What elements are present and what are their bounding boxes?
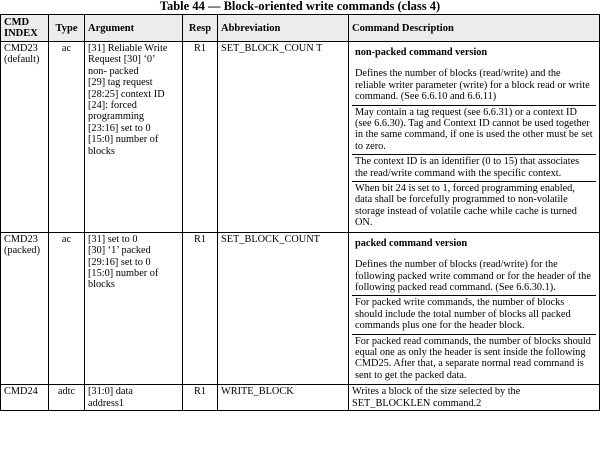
resp-cell: R1 (183, 42, 218, 233)
abbreviation-cell: WRITE_BLOCK (218, 385, 349, 411)
header-row (1, 15, 600, 42)
type-cell: ac (49, 42, 85, 233)
command-table (0, 14, 600, 411)
cmd-index-cell: CMD23 (default) (1, 42, 49, 233)
description-paragraph: Defines the number of blocks (read/write) and the reliable writer parameter (write) for a block read or write command. (See 6.6.10 and 6.6.11) (355, 68, 590, 103)
cmd-index-cell: CMD24 (1, 385, 49, 411)
description-paragraph: May contain a tag request (see 6.6.31) or a context ID (see 6.6.30). Tag and Context ID cannot be used together in the same command, if one is used the other must be set to zero. (352, 105, 596, 155)
description-cell (349, 42, 600, 233)
description-heading: packed command version (355, 237, 468, 249)
description-paragraph: The context ID is an identifier (0 to 15) that associates the read/write command with the specific context. (352, 154, 596, 181)
header-argument: Argument (85, 15, 183, 42)
header-description: Command Description (349, 15, 600, 42)
argument-cell: [31:0] data address1 (85, 385, 183, 411)
type-cell: adtc (49, 385, 85, 411)
resp-cell: R1 (183, 232, 218, 384)
description-paragraph: For packed write commands, the number of blocks should include the total number of blocks all packed commands plus one for the header block. (352, 295, 596, 333)
description-heading: non-packed command version (355, 47, 488, 58)
description-paragraph: For packed read commands, the number of blocks should equal one as only the header is sent inside the following CMD25. After that, a separate normal read command is sent to get the packed data. (352, 334, 596, 384)
abbreviation-cell: SET_BLOCK_COUNT (218, 232, 349, 384)
header-cmd-index: CMD INDEX (1, 15, 49, 42)
argument-cell: [31] Reliable Write Request [30] ‘0’ non- packed [29] tag request [28:25] context ID [24]: forced programming [23:16] set to 0 [15:0] number of blocks (85, 42, 183, 233)
description-paragraph: When bit 24 is set to 1, forced programming enabled, data shall be forcefully programmed to non-volatile storage instead of volatile cache while cache is turned ON. (352, 181, 596, 231)
table-title: Table 44 — Block-oriented write commands (class 4) (159, 0, 441, 13)
header-abbreviation: Abbreviation (218, 15, 349, 42)
abbreviation-cell: SET_BLOCK_COUN T (218, 42, 349, 233)
type-cell: ac (49, 232, 85, 384)
resp-cell: R1 (183, 385, 218, 411)
table-row (1, 232, 600, 384)
argument-cell: [31] set to 0 [30] ‘1’ packed [29:16] set to 0 [15:0] number of blocks (85, 232, 183, 384)
header-resp: Resp (183, 15, 218, 42)
cmd-index-cell: CMD23 (packed) (1, 232, 49, 384)
description-cell: Writes a block of the size selected by the SET_BLOCKLEN command.2 (349, 385, 600, 411)
header-type: Type (49, 15, 85, 42)
table-row (1, 385, 600, 411)
description-paragraph: Defines the number of blocks (read/write) for the following packed write command or for the header of the following packed read command. (See 6.6.30.1). (355, 259, 591, 293)
table-row (1, 42, 600, 233)
description-cell (349, 232, 600, 384)
